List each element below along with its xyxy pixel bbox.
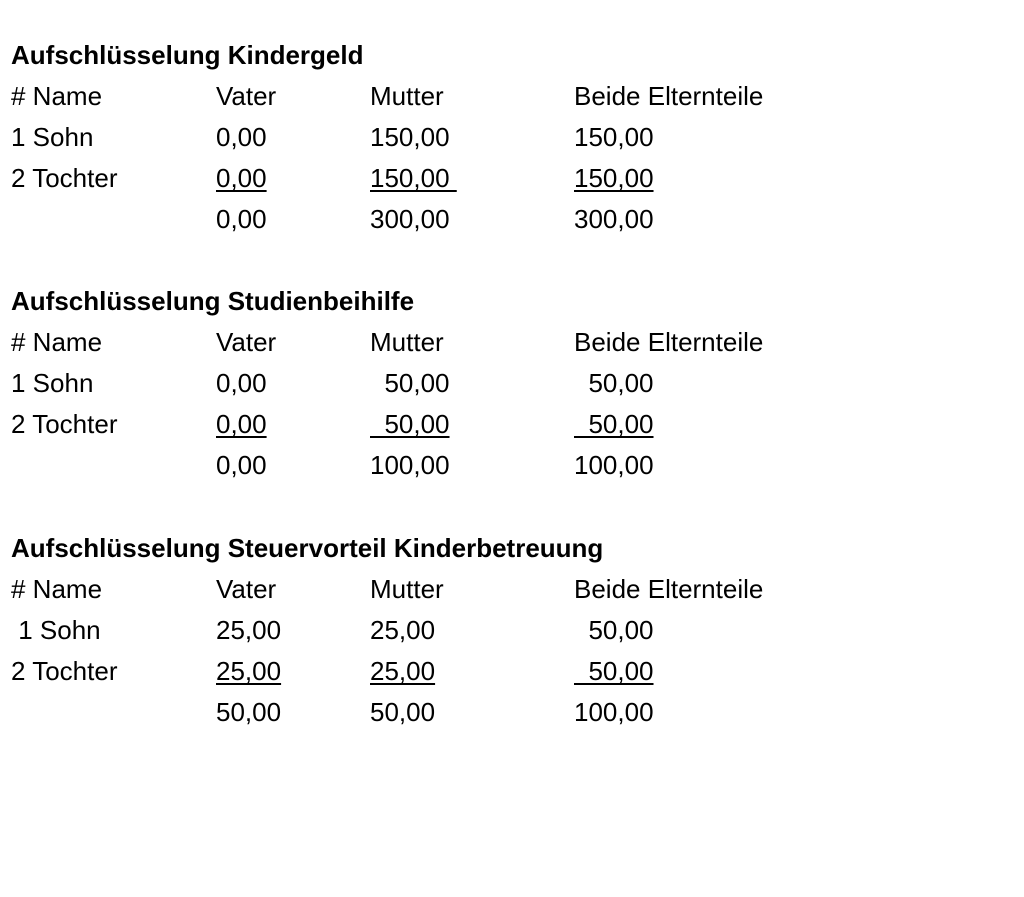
row-name: 2 Tochter [11,656,118,686]
total-row [11,445,1011,486]
table-row [11,404,1011,445]
row-name: 2 Tochter [11,409,118,439]
header-vater: Vater [216,81,277,111]
total-beide: 100,00 [574,697,654,727]
table-row [11,363,1011,404]
row-name: 1 Sohn [11,122,94,152]
total-mutter: 50,00 [370,697,436,727]
row-mutter: 150,00 [370,122,450,152]
header-mutter: Mutter [370,574,444,604]
total-beide: 300,00 [574,204,654,234]
table-row [11,651,1011,692]
total-row [11,692,1011,733]
row-vater: 25,00 [216,615,282,645]
row-beide: 150,00 [574,122,654,152]
row-beide: 50,00 [574,656,654,686]
section-title: Aufschlüsselung Steuervorteil Kinderbetreuung [11,533,604,563]
row-beide: 150,00 [574,163,654,193]
header-beide: Beide Elternteile [574,81,764,111]
total-row [11,199,1011,240]
row-vater: 0,00 [216,409,267,439]
row-mutter: 50,00 [370,368,450,398]
header-beide: Beide Elternteile [574,327,764,357]
header-mutter: Mutter [370,81,444,111]
row-mutter: 25,00 [370,656,436,686]
row-mutter: 50,00 [370,409,450,439]
header-row [11,322,1011,363]
header-row [11,76,1011,117]
row-name: 1 Sohn [11,615,101,645]
table-row [11,117,1011,158]
total-vater: 0,00 [216,204,267,234]
row-beide: 50,00 [574,368,654,398]
row-name: 1 Sohn [11,368,94,398]
row-beide: 50,00 [574,615,654,645]
header-mutter: Mutter [370,327,444,357]
header-row [11,569,1011,610]
header-beide: Beide Elternteile [574,574,764,604]
section-title: Aufschlüsselung Studienbeihilfe [11,286,415,316]
table-row [11,158,1011,199]
row-vater: 0,00 [216,368,267,398]
row-name: 2 Tochter [11,163,118,193]
header-vater: Vater [216,327,277,357]
section-kindergeld [11,35,1011,240]
total-mutter: 300,00 [370,204,450,234]
row-vater: 0,00 [216,163,267,193]
row-mutter: 150,00 [370,163,457,193]
section-steuervorteil [11,528,1011,733]
total-vater: 0,00 [216,450,267,480]
section-title: Aufschlüsselung Kindergeld [11,40,364,70]
row-beide: 50,00 [574,409,654,439]
row-mutter: 25,00 [370,615,436,645]
total-vater: 50,00 [216,697,282,727]
total-mutter: 100,00 [370,450,450,480]
header-name: # Name [11,81,103,111]
header-name: # Name [11,327,103,357]
row-vater: 25,00 [216,656,282,686]
section-studienbeihilfe [11,281,1011,486]
row-vater: 0,00 [216,122,267,152]
table-row [11,610,1011,651]
header-name: # Name [11,574,103,604]
header-vater: Vater [216,574,277,604]
total-beide: 100,00 [574,450,654,480]
